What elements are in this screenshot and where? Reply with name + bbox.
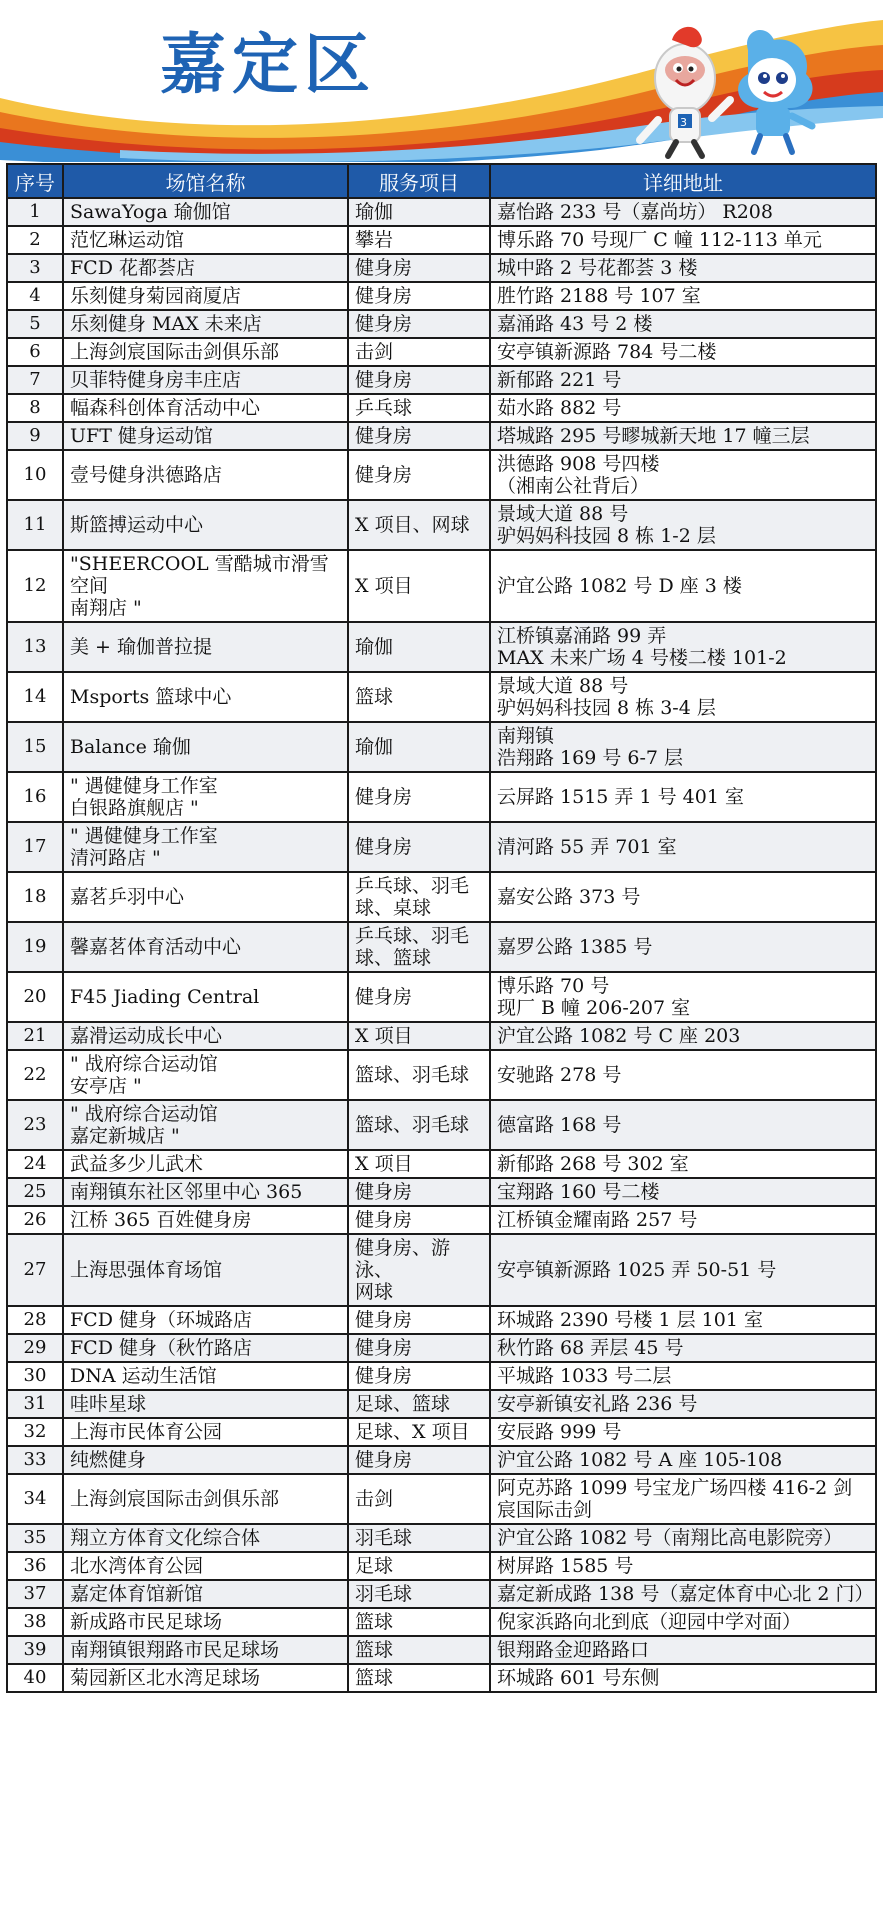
row-number: 25 (7, 1178, 63, 1206)
venue-name: 壹号健身洪德路店 (63, 450, 348, 500)
venue-address: 江桥镇金耀南路 257 号 (490, 1206, 876, 1234)
service-item: 瑜伽 (348, 622, 490, 672)
service-item: 足球、篮球 (348, 1390, 490, 1418)
service-item: 篮球、羽毛球 (348, 1100, 490, 1150)
venue-address: 德富路 168 号 (490, 1100, 876, 1150)
venue-name: 新成路市民足球场 (63, 1608, 348, 1636)
row-number: 33 (7, 1446, 63, 1474)
service-item: 篮球、羽毛球 (348, 1050, 490, 1100)
banner (0, 0, 883, 162)
row-number: 7 (7, 366, 63, 394)
service-item: 足球、X 项目 (348, 1418, 490, 1446)
service-item: 篮球 (348, 1608, 490, 1636)
table-row (7, 1552, 876, 1580)
venue-address: 环城路 601 号东侧 (490, 1664, 876, 1692)
service-item: 健身房 (348, 772, 490, 822)
venue-address: 新郁路 221 号 (490, 366, 876, 394)
venue-name: 南翔镇东社区邻里中心 365 (63, 1178, 348, 1206)
row-number: 34 (7, 1474, 63, 1524)
venue-name: 上海剑宸国际击剑俱乐部 (63, 1474, 348, 1524)
table-row (7, 1524, 876, 1552)
table-row (7, 772, 876, 822)
row-number: 22 (7, 1050, 63, 1100)
venue-name: 乐刻健身 MAX 未来店 (63, 310, 348, 338)
service-item: 瑜伽 (348, 198, 490, 226)
service-item: 健身房 (348, 1334, 490, 1362)
table-row (7, 450, 876, 500)
venue-name: 上海剑宸国际击剑俱乐部 (63, 338, 348, 366)
row-number: 17 (7, 822, 63, 872)
venue-address: 沪宜公路 1082 号 D 座 3 楼 (490, 550, 876, 622)
row-number: 35 (7, 1524, 63, 1552)
service-item: 健身房、游泳、 网球 (348, 1234, 490, 1306)
venue-address: 沪宜公路 1082 号 C 座 203 (490, 1022, 876, 1050)
row-number: 13 (7, 622, 63, 672)
venue-name: SawaYoga 瑜伽馆 (63, 198, 348, 226)
venue-name: 斯篮搏运动中心 (63, 500, 348, 550)
venue-name: 嘉定体育馆新馆 (63, 1580, 348, 1608)
venue-address: 胜竹路 2188 号 107 室 (490, 282, 876, 310)
venue-address: 景域大道 88 号 驴妈妈科技园 8 栋 3-4 层 (490, 672, 876, 722)
venue-name: " 战府综合运动馆 嘉定新城店 " (63, 1100, 348, 1150)
row-number: 31 (7, 1390, 63, 1418)
service-item: 健身房 (348, 1306, 490, 1334)
row-number: 1 (7, 198, 63, 226)
row-number: 9 (7, 422, 63, 450)
venue-address: 茹水路 882 号 (490, 394, 876, 422)
venue-name: 纯燃健身 (63, 1446, 348, 1474)
row-number: 20 (7, 972, 63, 1022)
venue-address: 银翔路金迎路路口 (490, 1636, 876, 1664)
row-number: 28 (7, 1306, 63, 1334)
service-item: 击剑 (348, 338, 490, 366)
service-item: 足球 (348, 1552, 490, 1580)
table-row (7, 1334, 876, 1362)
venue-address: 嘉安公路 373 号 (490, 872, 876, 922)
service-item: 健身房 (348, 972, 490, 1022)
venue-address: 景域大道 88 号 驴妈妈科技园 8 栋 1-2 层 (490, 500, 876, 550)
row-number: 37 (7, 1580, 63, 1608)
venue-name: " 遇健健身工作室 白银路旗舰店 " (63, 772, 348, 822)
header-service: 服务项目 (348, 164, 490, 198)
table-row (7, 254, 876, 282)
service-item: 瑜伽 (348, 722, 490, 772)
venue-address: 博乐路 70 号 现厂 B 幢 206-207 室 (490, 972, 876, 1022)
venue-name: 菊园新区北水湾足球场 (63, 1664, 348, 1692)
row-number: 15 (7, 722, 63, 772)
row-number: 10 (7, 450, 63, 500)
table-row (7, 1306, 876, 1334)
table-row (7, 672, 876, 722)
table-row (7, 1150, 876, 1178)
row-number: 3 (7, 254, 63, 282)
row-number: 40 (7, 1664, 63, 1692)
table-row (7, 622, 876, 672)
service-item: X 项目、网球 (348, 500, 490, 550)
service-item: 健身房 (348, 254, 490, 282)
venue-address: 嘉定新成路 138 号（嘉定体育中心北 2 门） (490, 1580, 876, 1608)
service-item: 健身房 (348, 422, 490, 450)
service-item: X 项目 (348, 550, 490, 622)
venue-address: 安辰路 999 号 (490, 1418, 876, 1446)
table-header-row (7, 164, 876, 198)
row-number: 8 (7, 394, 63, 422)
venue-name: 范忆琳运动馆 (63, 226, 348, 254)
venue-address: 城中路 2 号花都荟 3 楼 (490, 254, 876, 282)
venue-name: FCD 健身（秋竹路店 (63, 1334, 348, 1362)
service-item: 篮球 (348, 672, 490, 722)
table-row (7, 1362, 876, 1390)
venue-name: 武益多少儿武术 (63, 1150, 348, 1178)
table-row (7, 822, 876, 872)
venue-address: 安亭新镇安礼路 236 号 (490, 1390, 876, 1418)
venue-address: 塔城路 295 号疁城新天地 17 幢三层 (490, 422, 876, 450)
service-item: 篮球 (348, 1636, 490, 1664)
venue-name: 江桥 365 百姓健身房 (63, 1206, 348, 1234)
venue-address: 倪家浜路向北到底（迎园中学对面） (490, 1608, 876, 1636)
table-row (7, 1206, 876, 1234)
header-name: 场馆名称 (63, 164, 348, 198)
table-row (7, 1446, 876, 1474)
venue-address: 安驰路 278 号 (490, 1050, 876, 1100)
venue-name: 南翔镇银翔路市民足球场 (63, 1636, 348, 1664)
header-no: 序号 (7, 164, 63, 198)
venue-name: 嘉茗乒羽中心 (63, 872, 348, 922)
service-item: 羽毛球 (348, 1580, 490, 1608)
row-number: 38 (7, 1608, 63, 1636)
row-number: 16 (7, 772, 63, 822)
row-number: 36 (7, 1552, 63, 1580)
row-number: 24 (7, 1150, 63, 1178)
table-row (7, 722, 876, 772)
row-number: 11 (7, 500, 63, 550)
row-number: 18 (7, 872, 63, 922)
table-row (7, 500, 876, 550)
table-row (7, 1664, 876, 1692)
service-item: 健身房 (348, 1362, 490, 1390)
table-row (7, 1636, 876, 1664)
table-row (7, 1580, 876, 1608)
row-number: 5 (7, 310, 63, 338)
table-row (7, 1608, 876, 1636)
service-item: 篮球 (348, 1664, 490, 1692)
table-row (7, 198, 876, 226)
row-number: 26 (7, 1206, 63, 1234)
venue-name: FCD 健身（环城路店 (63, 1306, 348, 1334)
venue-address: 嘉罗公路 1385 号 (490, 922, 876, 972)
row-number: 14 (7, 672, 63, 722)
row-number: 19 (7, 922, 63, 972)
row-number: 21 (7, 1022, 63, 1050)
venue-address: 沪宜公路 1082 号 A 座 105-108 (490, 1446, 876, 1474)
row-number: 2 (7, 226, 63, 254)
table-row (7, 1022, 876, 1050)
row-number: 6 (7, 338, 63, 366)
table-row (7, 872, 876, 922)
table-body (7, 198, 876, 1692)
service-item: 健身房 (348, 282, 490, 310)
venue-name: 乐刻健身菊园商厦店 (63, 282, 348, 310)
row-number: 32 (7, 1418, 63, 1446)
header-address: 详细地址 (490, 164, 876, 198)
service-item: 乒乓球、羽毛 球、桌球 (348, 872, 490, 922)
venue-table (6, 163, 877, 1693)
svg-text:3: 3 (680, 116, 687, 129)
table-row (7, 226, 876, 254)
service-item: 乒乓球、羽毛 球、篮球 (348, 922, 490, 972)
row-number: 4 (7, 282, 63, 310)
venue-name: " 遇健健身工作室 清河路店 " (63, 822, 348, 872)
venue-name: 上海思强体育场馆 (63, 1234, 348, 1306)
service-item: 健身房 (348, 310, 490, 338)
table-row (7, 1474, 876, 1524)
row-number: 29 (7, 1334, 63, 1362)
service-item: 乒乓球 (348, 394, 490, 422)
venue-name: 上海市民体育公园 (63, 1418, 348, 1446)
row-number: 23 (7, 1100, 63, 1150)
row-number: 27 (7, 1234, 63, 1306)
venue-name: 哇咔星球 (63, 1390, 348, 1418)
venue-address: 树屏路 1585 号 (490, 1552, 876, 1580)
venue-name: Balance 瑜伽 (63, 722, 348, 772)
service-item: 羽毛球 (348, 1524, 490, 1552)
venue-address: 平城路 1033 号二层 (490, 1362, 876, 1390)
service-item: 击剑 (348, 1474, 490, 1524)
table-row (7, 338, 876, 366)
venue-name: " 战府综合运动馆 安亭店 " (63, 1050, 348, 1100)
venue-address: 宝翔路 160 号二楼 (490, 1178, 876, 1206)
table-row (7, 310, 876, 338)
venue-address: 江桥镇嘉涌路 99 弄 MAX 未来广场 4 号楼二楼 101-2 (490, 622, 876, 672)
venue-address: 云屏路 1515 弄 1 号 401 室 (490, 772, 876, 822)
venue-name: 翔立方体育文化综合体 (63, 1524, 348, 1552)
venue-name: 馨嘉茗体育活动中心 (63, 922, 348, 972)
venue-name: Msports 篮球中心 (63, 672, 348, 722)
table-row (7, 1050, 876, 1100)
table-row (7, 1100, 876, 1150)
banner-decoration (0, 0, 883, 162)
venue-address: 清河路 55 弄 701 室 (490, 822, 876, 872)
table-row (7, 366, 876, 394)
venue-address: 安亭镇新源路 784 号二楼 (490, 338, 876, 366)
venue-address: 环城路 2390 号楼 1 层 101 室 (490, 1306, 876, 1334)
venue-name: UFT 健身运动馆 (63, 422, 348, 450)
row-number: 30 (7, 1362, 63, 1390)
table-row (7, 282, 876, 310)
venue-address: 南翔镇 浩翔路 169 号 6-7 层 (490, 722, 876, 772)
venue-address: 洪德路 908 号四楼 （湘南公社背后） (490, 450, 876, 500)
venue-name: 贝菲特健身房丰庄店 (63, 366, 348, 394)
venue-address: 阿克苏路 1099 号宝龙广场四楼 416-2 剑 宸国际击剑 (490, 1474, 876, 1524)
venue-address: 沪宜公路 1082 号（南翔比高电影院旁） (490, 1524, 876, 1552)
venue-address: 安亭镇新源路 1025 弄 50-51 号 (490, 1234, 876, 1306)
service-item: X 项目 (348, 1022, 490, 1050)
row-number: 39 (7, 1636, 63, 1664)
service-item: 攀岩 (348, 226, 490, 254)
venue-name: 嘉滑运动成长中心 (63, 1022, 348, 1050)
service-item: 健身房 (348, 450, 490, 500)
table-row (7, 1234, 876, 1306)
table-row (7, 394, 876, 422)
venue-address: 嘉涌路 43 号 2 楼 (490, 310, 876, 338)
venue-name: FCD 花都荟店 (63, 254, 348, 282)
service-item: 健身房 (348, 1178, 490, 1206)
table-row (7, 922, 876, 972)
table-row (7, 1390, 876, 1418)
venue-name: DNA 运动生活馆 (63, 1362, 348, 1390)
venue-address: 秋竹路 68 弄层 45 号 (490, 1334, 876, 1362)
venue-address: 嘉怡路 233 号（嘉尚坊） R208 (490, 198, 876, 226)
venue-name: F45 Jiading Central (63, 972, 348, 1022)
table-row (7, 422, 876, 450)
venue-address: 博乐路 70 号现厂 C 幢 112-113 单元 (490, 226, 876, 254)
venue-address: 新郁路 268 号 302 室 (490, 1150, 876, 1178)
table-row (7, 1178, 876, 1206)
service-item: 健身房 (348, 366, 490, 394)
service-item: 健身房 (348, 1446, 490, 1474)
table-row (7, 550, 876, 622)
table-row (7, 972, 876, 1022)
venue-name: 幅森科创体育活动中心 (63, 394, 348, 422)
service-item: 健身房 (348, 822, 490, 872)
venue-name: "SHEERCOOL 雪酷城市滑雪 空间 南翔店 " (63, 550, 348, 622)
service-item: X 项目 (348, 1150, 490, 1178)
venue-name: 美 + 瑜伽普拉提 (63, 622, 348, 672)
venue-name: 北水湾体育公园 (63, 1552, 348, 1580)
row-number: 12 (7, 550, 63, 622)
service-item: 健身房 (348, 1206, 490, 1234)
table-row (7, 1418, 876, 1446)
district-title: 嘉定区 (160, 26, 376, 103)
